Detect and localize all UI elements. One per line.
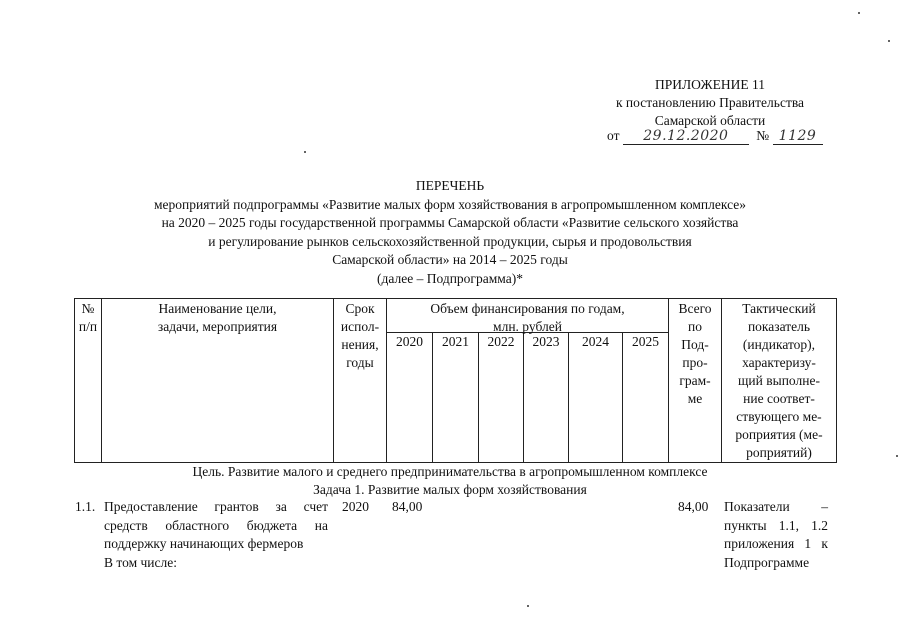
row-term: 2020 <box>342 499 369 514</box>
header-total-line: Всего <box>678 301 712 316</box>
number-label: № <box>756 128 770 143</box>
appendix-header <box>560 76 860 130</box>
from-label: от <box>607 128 620 143</box>
row-indicator-line: пункты 1.1, 1.2 <box>724 517 828 533</box>
header-term-line: нения, <box>341 337 379 352</box>
row-indicator-line: Подпрограмме <box>724 554 810 570</box>
header-indicator-line: ние соответ- <box>743 391 815 406</box>
row-name-line: Предоставление грантов за счет <box>104 499 328 514</box>
appendix-resolution: к постановлению Правительства <box>615 95 805 110</box>
handwritten-number: 1129 <box>773 129 823 145</box>
title-line-1: мероприятий подпрограммы «Развитие малых форм хозяйствования в агропромышленном комплексе» <box>153 196 746 212</box>
header-term-line: годы <box>346 355 374 370</box>
header-name <box>102 300 333 336</box>
header-indicator-line: роприятия (ме- <box>735 427 823 442</box>
header-year-2024: 2024 <box>582 334 609 349</box>
row-indicator <box>724 498 828 572</box>
header-indicator-line: показатель <box>747 319 811 334</box>
header-indicator-line: ствующего ме- <box>736 409 822 424</box>
handwritten-date: 29.12.2020 <box>623 129 749 145</box>
header-indicator-line: характеризу- <box>742 355 816 370</box>
header-total-line: Под- <box>681 337 709 352</box>
header-total-line: ме <box>687 391 703 406</box>
header-year-2025: 2025 <box>632 334 659 349</box>
appendix-date-number <box>607 128 847 145</box>
row-value-2020: 84,00 <box>392 499 423 514</box>
header-name-line: задачи, мероприятия <box>157 319 278 334</box>
header-number <box>75 300 101 336</box>
scan-speck <box>888 40 890 42</box>
document-title <box>60 177 840 288</box>
header-total-line: про- <box>682 355 708 370</box>
header-term-line: Срок <box>345 301 375 316</box>
title-line-4: Самарской области» на 2014 – 2025 годы <box>332 252 568 267</box>
header-term <box>334 300 386 372</box>
header-number-line: № <box>81 301 95 316</box>
appendix-number: ПРИЛОЖЕНИЕ 11 <box>654 77 766 92</box>
header-indicator-line: Тактический <box>742 301 816 316</box>
header-total <box>669 300 721 408</box>
appendix-region: Самарской области <box>654 113 766 128</box>
header-year-2023: 2023 <box>532 334 560 349</box>
title-heading: ПЕРЕЧЕНЬ <box>415 178 485 193</box>
goal-line: Цель. Развитие малого и среднего предпринимательства в агропромышленном комплексе <box>192 464 708 479</box>
scan-speck <box>304 151 306 153</box>
header-number-line: п/п <box>78 319 98 334</box>
row-indicator-line: приложения 1 к <box>724 536 828 551</box>
row-total: 84,00 <box>678 499 709 514</box>
title-line-2: на 2020 – 2025 годы государственной программы Самарской области «Развитие сельского хозяйства <box>161 215 739 230</box>
header-year-2022: 2022 <box>487 334 515 349</box>
header-funding-line: Объем финансирования по годам, <box>430 301 625 316</box>
header-indicator-line: щий выполне- <box>738 373 820 388</box>
row-name-line: средств областного бюджета на <box>104 517 328 533</box>
header-funding-line: млн. рублей <box>493 319 562 334</box>
header-year-2021: 2021 <box>442 334 469 349</box>
scan-speck <box>858 12 860 14</box>
row-name-line: поддержку начинающих фермеров <box>104 536 304 551</box>
header-name-line: Наименование цели, <box>158 301 277 316</box>
row-name-line: В том числе: <box>104 554 177 570</box>
row-number: 1.1. <box>75 499 96 514</box>
scan-speck <box>896 455 898 457</box>
header-indicator <box>722 300 836 462</box>
header-total-line: грам- <box>679 373 711 388</box>
scan-speck <box>527 605 529 607</box>
header-indicator-line: роприятий) <box>746 445 812 460</box>
task-line: Задача 1. Развитие малых форм хозяйствования <box>313 482 587 497</box>
header-total-line: по <box>688 319 702 334</box>
header-indicator-line: (индикатор), <box>742 337 816 352</box>
header-year-2020: 2020 <box>396 334 423 349</box>
header-funding <box>387 300 668 336</box>
header-term-line: испол- <box>340 319 380 334</box>
row-name <box>104 498 328 572</box>
title-line-3: и регулирование рынков сельскохозяйственной продукции, сырья и продовольствия <box>208 233 692 249</box>
row-indicator-line: Показатели – <box>724 499 828 514</box>
title-line-5: (далее – Подпрограмма)* <box>377 270 523 286</box>
